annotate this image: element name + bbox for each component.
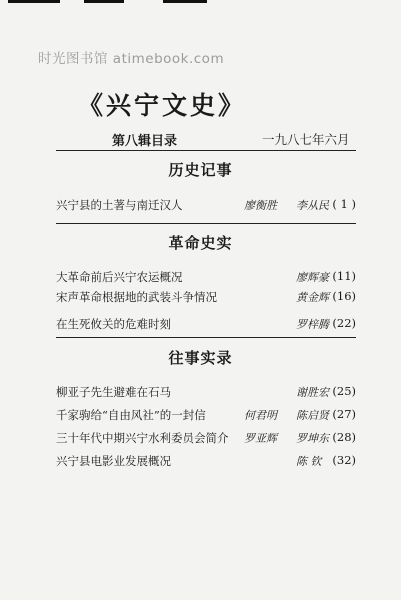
top-edge-marks	[0, 0, 401, 6]
entry-author: 罗梓腾	[296, 318, 329, 331]
entry-title: 千家驹给“自由风社”的一封信	[56, 408, 206, 422]
entry-page: (11)	[332, 269, 356, 283]
entry-author: 罗亚辉	[244, 432, 277, 445]
entry-title: 大革命前后兴宁农运概况	[56, 270, 183, 284]
watermark: 时光图书馆 atimebook.com	[38, 51, 225, 67]
entry-title: 兴宁县的土著与南迁汉人	[56, 198, 183, 212]
entry-author: 谢胜宏	[296, 386, 329, 399]
top-edge-mark	[8, 0, 60, 3]
entry-author: 李从民	[296, 199, 329, 212]
section-heading: 革命史实	[168, 234, 233, 252]
toc-entry[interactable]	[56, 384, 356, 400]
entry-title: 三十年代中期兴宁水利委员会简介	[56, 431, 229, 445]
divider	[56, 150, 356, 151]
section-heading: 历史记事	[168, 161, 233, 179]
entry-title: 柳亚子先生避难在石马	[56, 385, 171, 399]
publication-date: 一九八七年六月	[262, 132, 350, 147]
entry-author: 罗坤东	[296, 432, 329, 445]
entry-page: ( 1 )	[332, 197, 356, 211]
section-heading: 往事实录	[168, 349, 233, 367]
volume-subtitle: 第八辑目录	[112, 134, 178, 149]
divider	[56, 337, 356, 338]
toc-entry[interactable]	[56, 316, 356, 332]
top-edge-mark	[84, 0, 124, 3]
toc-entry[interactable]	[56, 453, 356, 469]
entry-author: 何君明	[244, 409, 277, 422]
entry-author: 陈 钦	[296, 455, 322, 468]
entry-author: 黄金辉	[296, 291, 329, 304]
entry-author: 陈启贤	[296, 409, 329, 422]
toc-entry[interactable]	[56, 269, 356, 285]
entry-title: 在生死攸关的危难时刻	[56, 317, 171, 331]
top-edge-mark	[163, 0, 207, 3]
toc-entry[interactable]	[56, 430, 356, 446]
entry-author: 廖衡胜	[244, 199, 277, 212]
entry-page: (16)	[332, 289, 356, 303]
entry-page: (28)	[332, 430, 356, 444]
entry-author: 廖辉豪	[296, 271, 329, 284]
toc-entry[interactable]	[56, 407, 356, 423]
toc-entry[interactable]	[56, 289, 356, 305]
entry-title: 兴宁县电影业发展概况	[56, 454, 171, 468]
entry-title: 宋声革命根据地的武装斗争情况	[56, 290, 217, 304]
document-title: 《兴宁文史》	[78, 91, 247, 120]
entry-page: (27)	[332, 407, 356, 421]
entry-page: (32)	[332, 453, 356, 467]
entry-page: (25)	[332, 384, 356, 398]
entry-page: (22)	[332, 316, 356, 330]
toc-entry[interactable]	[56, 197, 356, 213]
divider	[56, 223, 356, 224]
